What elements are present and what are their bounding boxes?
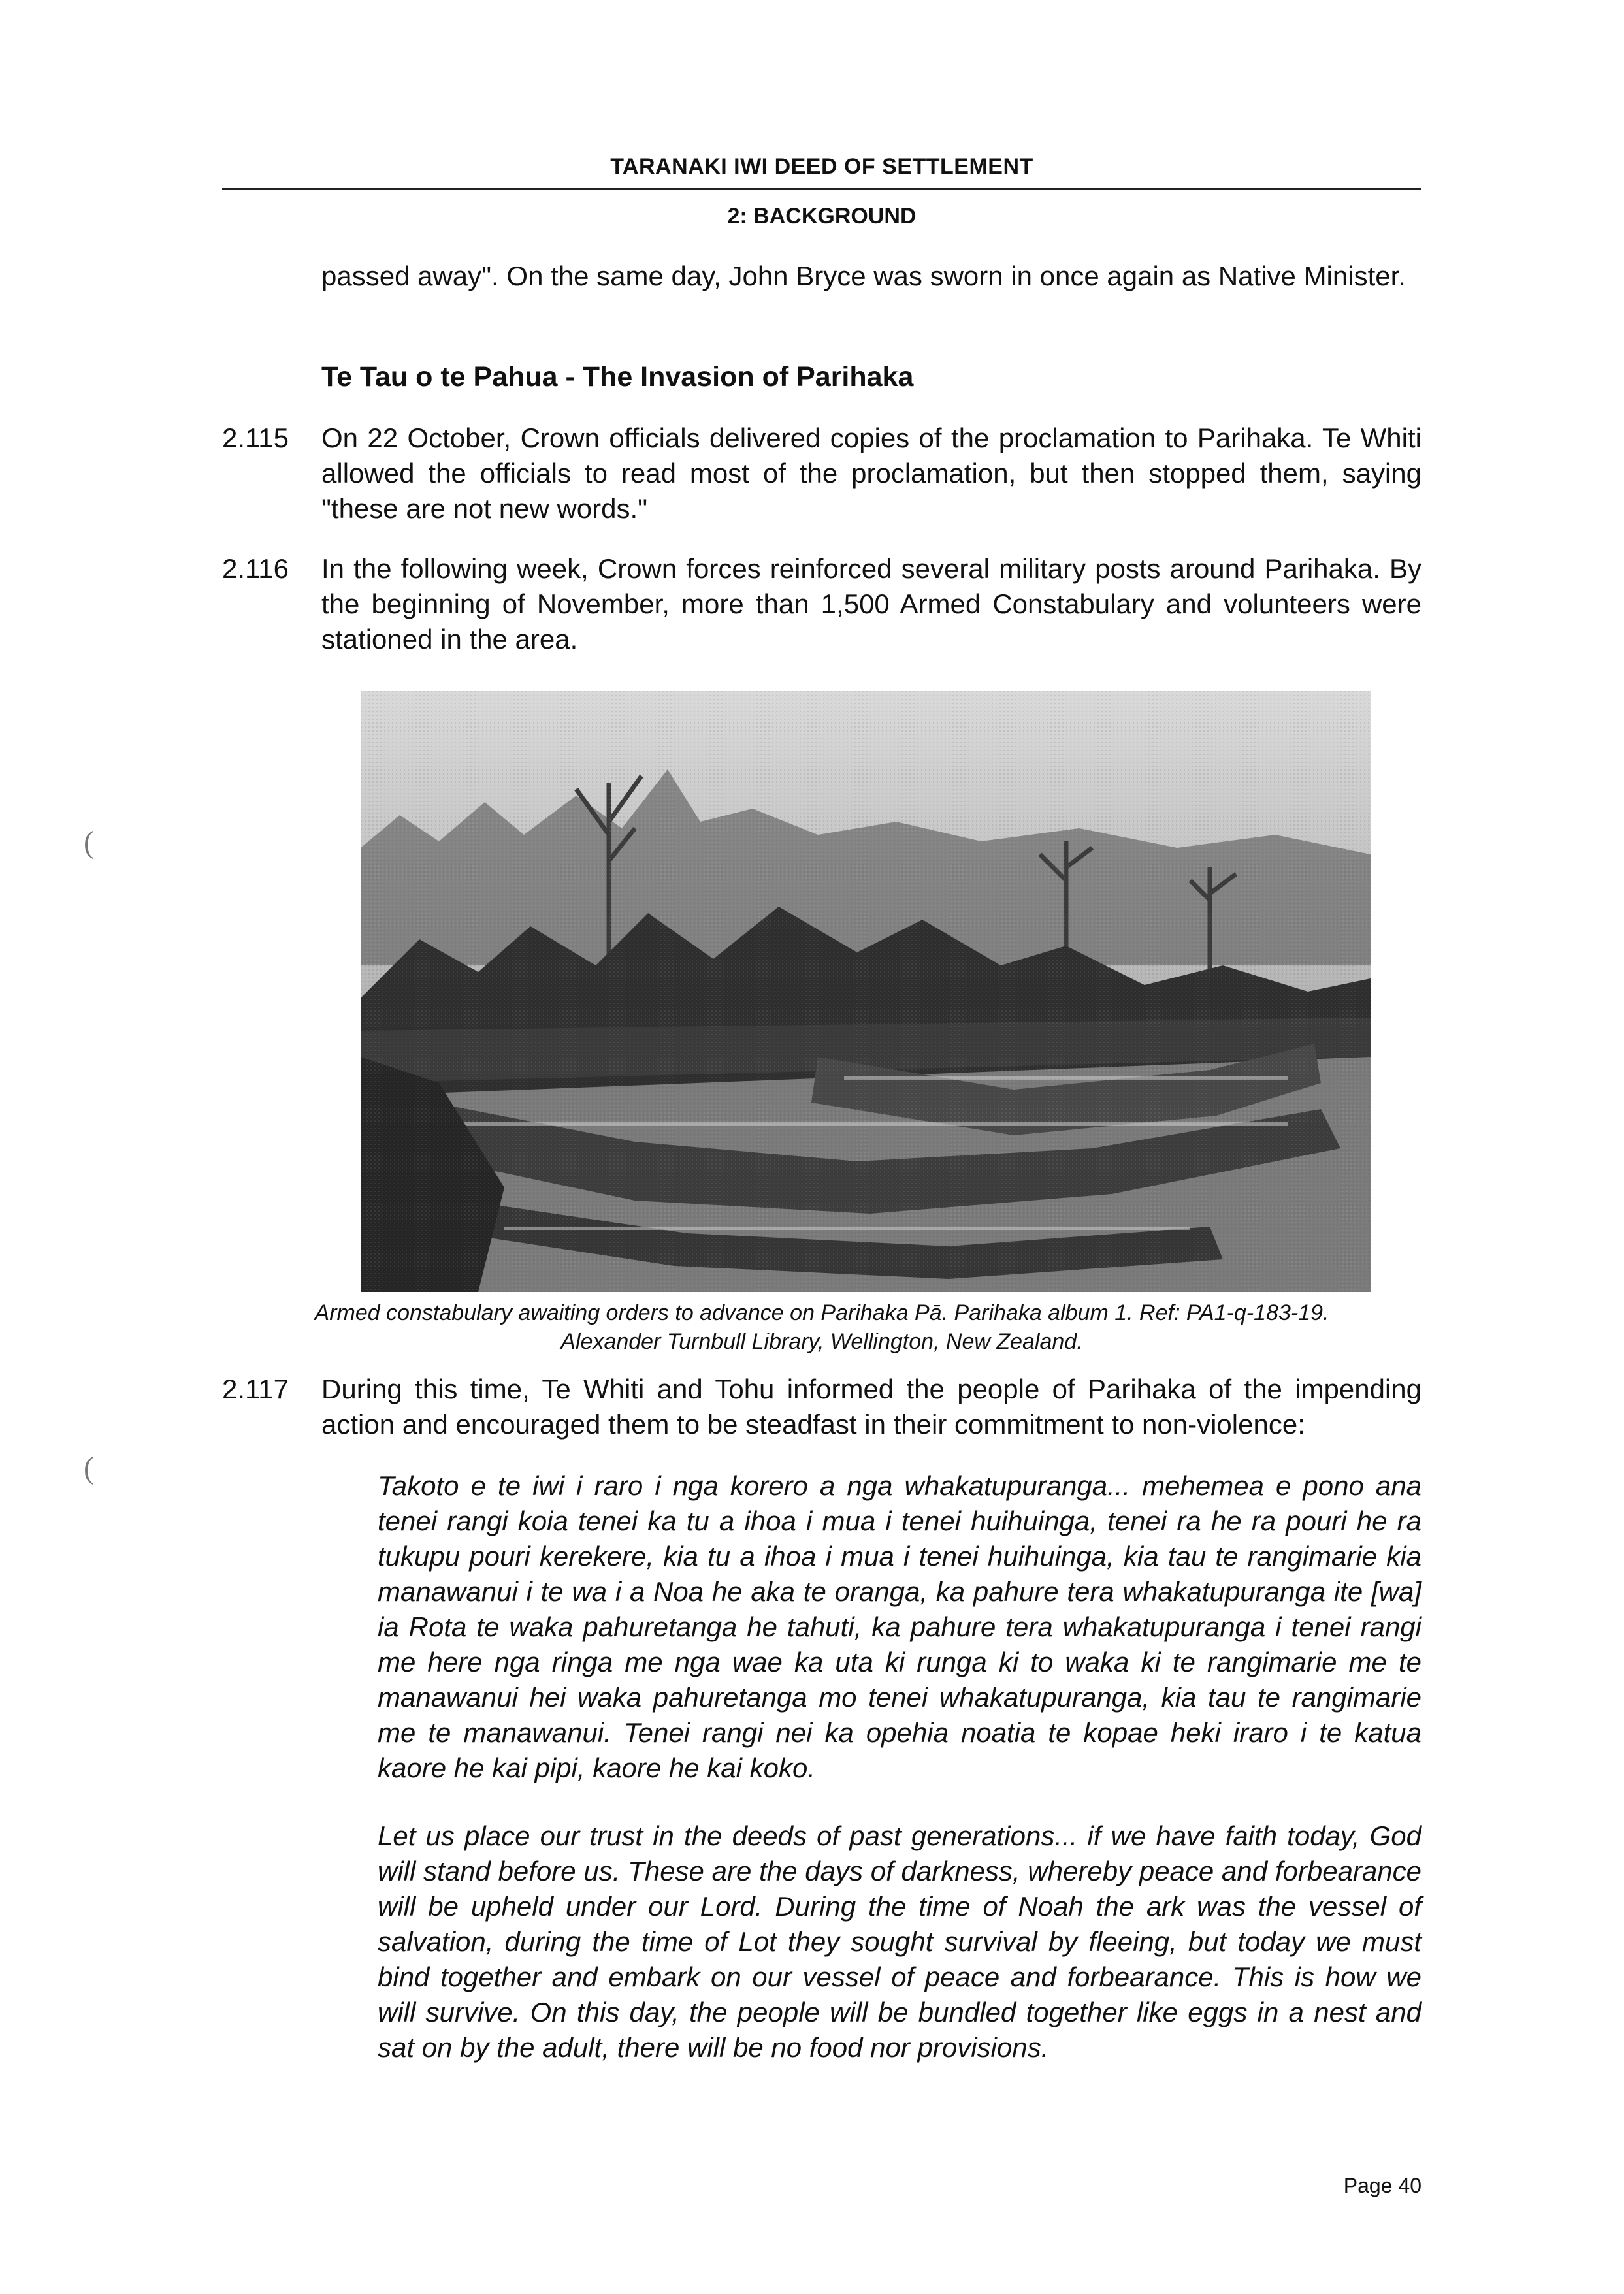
clause-text: On 22 October, Crown officials delivered copies of the proclamation to Parihaka. Te Whiti allowed the officials to read most of the proclamation, but then stopped them, saying "these are not new words." <box>321 423 1421 524</box>
clause-number: 2.116 <box>222 553 289 584</box>
caption-line-1: Armed constabulary awaiting orders to advance on Parihaka Pā. Parihaka album 1. Ref: PA1-q-183-19. <box>314 1300 1329 1325</box>
maori-quotation: Takoto e te iwi i raro i nga korero a nga whakatupuranga... mehemea e pono ana tenei rangi koia tenei ka tu a ihoa i mua i tenei huihuinga, tenei ra he ra pouri he ra tukupu pouri kerekere, kia tu a ihoa i mua i tenei huihuinga, kia tau te rangimarie kia manawanui i te wa i a Noa he aka te oranga, ka pahure tera whakatupuranga ite [wa] ia Rota te waka pahuretanga he tahuti, ka pahure tera whakatupuranga i tenei rangi me here nga ringa me nga wae ka uta ki runga ki to waka ki te rangimarie me te manawanui hei waka pahuretanga mo tenei whakatupuranga, kia tau te rangimarie me te manawanui. Tenei rangi nei ka opehia noatia te kopae heki iraro i te katua kaore he kai pipi, kaore he kai koko. <box>378 1470 1421 1783</box>
continued-paragraph: passed away". On the same day, John Bryce was sworn in once again as Native Minister. <box>321 261 1406 291</box>
header-divider <box>222 188 1421 190</box>
caption-line-2: Alexander Turnbull Library, Wellington, New Zealand. <box>560 1329 1083 1354</box>
clause-number: 2.115 <box>222 423 289 453</box>
clause-text: In the following week, Crown forces reinforced several military posts around Parihaka. By the beginning of November, more than 1,500 Armed Constabulary and volunteers were stationed in the area. <box>321 553 1421 654</box>
margin-mark: ( <box>84 1451 94 1485</box>
clause-number: 2.117 <box>222 1374 289 1404</box>
section-heading: Te Tau o te Pahua - The Invasion of Parihaka <box>321 361 914 393</box>
historical-photo-armed-constabulary <box>361 691 1371 1292</box>
document-title: TARANAKI IWI DEED OF SETTLEMENT <box>610 154 1033 179</box>
figure-caption <box>222 1299 1421 1356</box>
page-number: Page 40 <box>1343 2174 1421 2197</box>
margin-mark: ( <box>84 825 94 860</box>
photo-grain-overlay <box>361 691 1371 1292</box>
english-translation: Let us place our trust in the deeds of past generations... if we have faith today, God will stand before us. These are the days of darkness, whereby peace and forbearance will be upheld under our Lord. During the time of Noah the ark was the vessel of salvation, during the time of Lot they sought survival by fleeing, but today we must bind together and embark on our vessel of peace and forbearance. This is how we will survive. On this day, the people will be bundled together like eggs in a nest and sat on by the adult, there will be no food nor provisions. <box>378 1820 1421 2063</box>
section-title: 2: BACKGROUND <box>727 204 917 229</box>
photo-illustration <box>361 691 1371 1292</box>
clause-text: During this time, Te Whiti and Tohu informed the people of Parihaka of the impending action and encouraged them to be steadfast in their commitment to non-violence: <box>321 1374 1421 1440</box>
